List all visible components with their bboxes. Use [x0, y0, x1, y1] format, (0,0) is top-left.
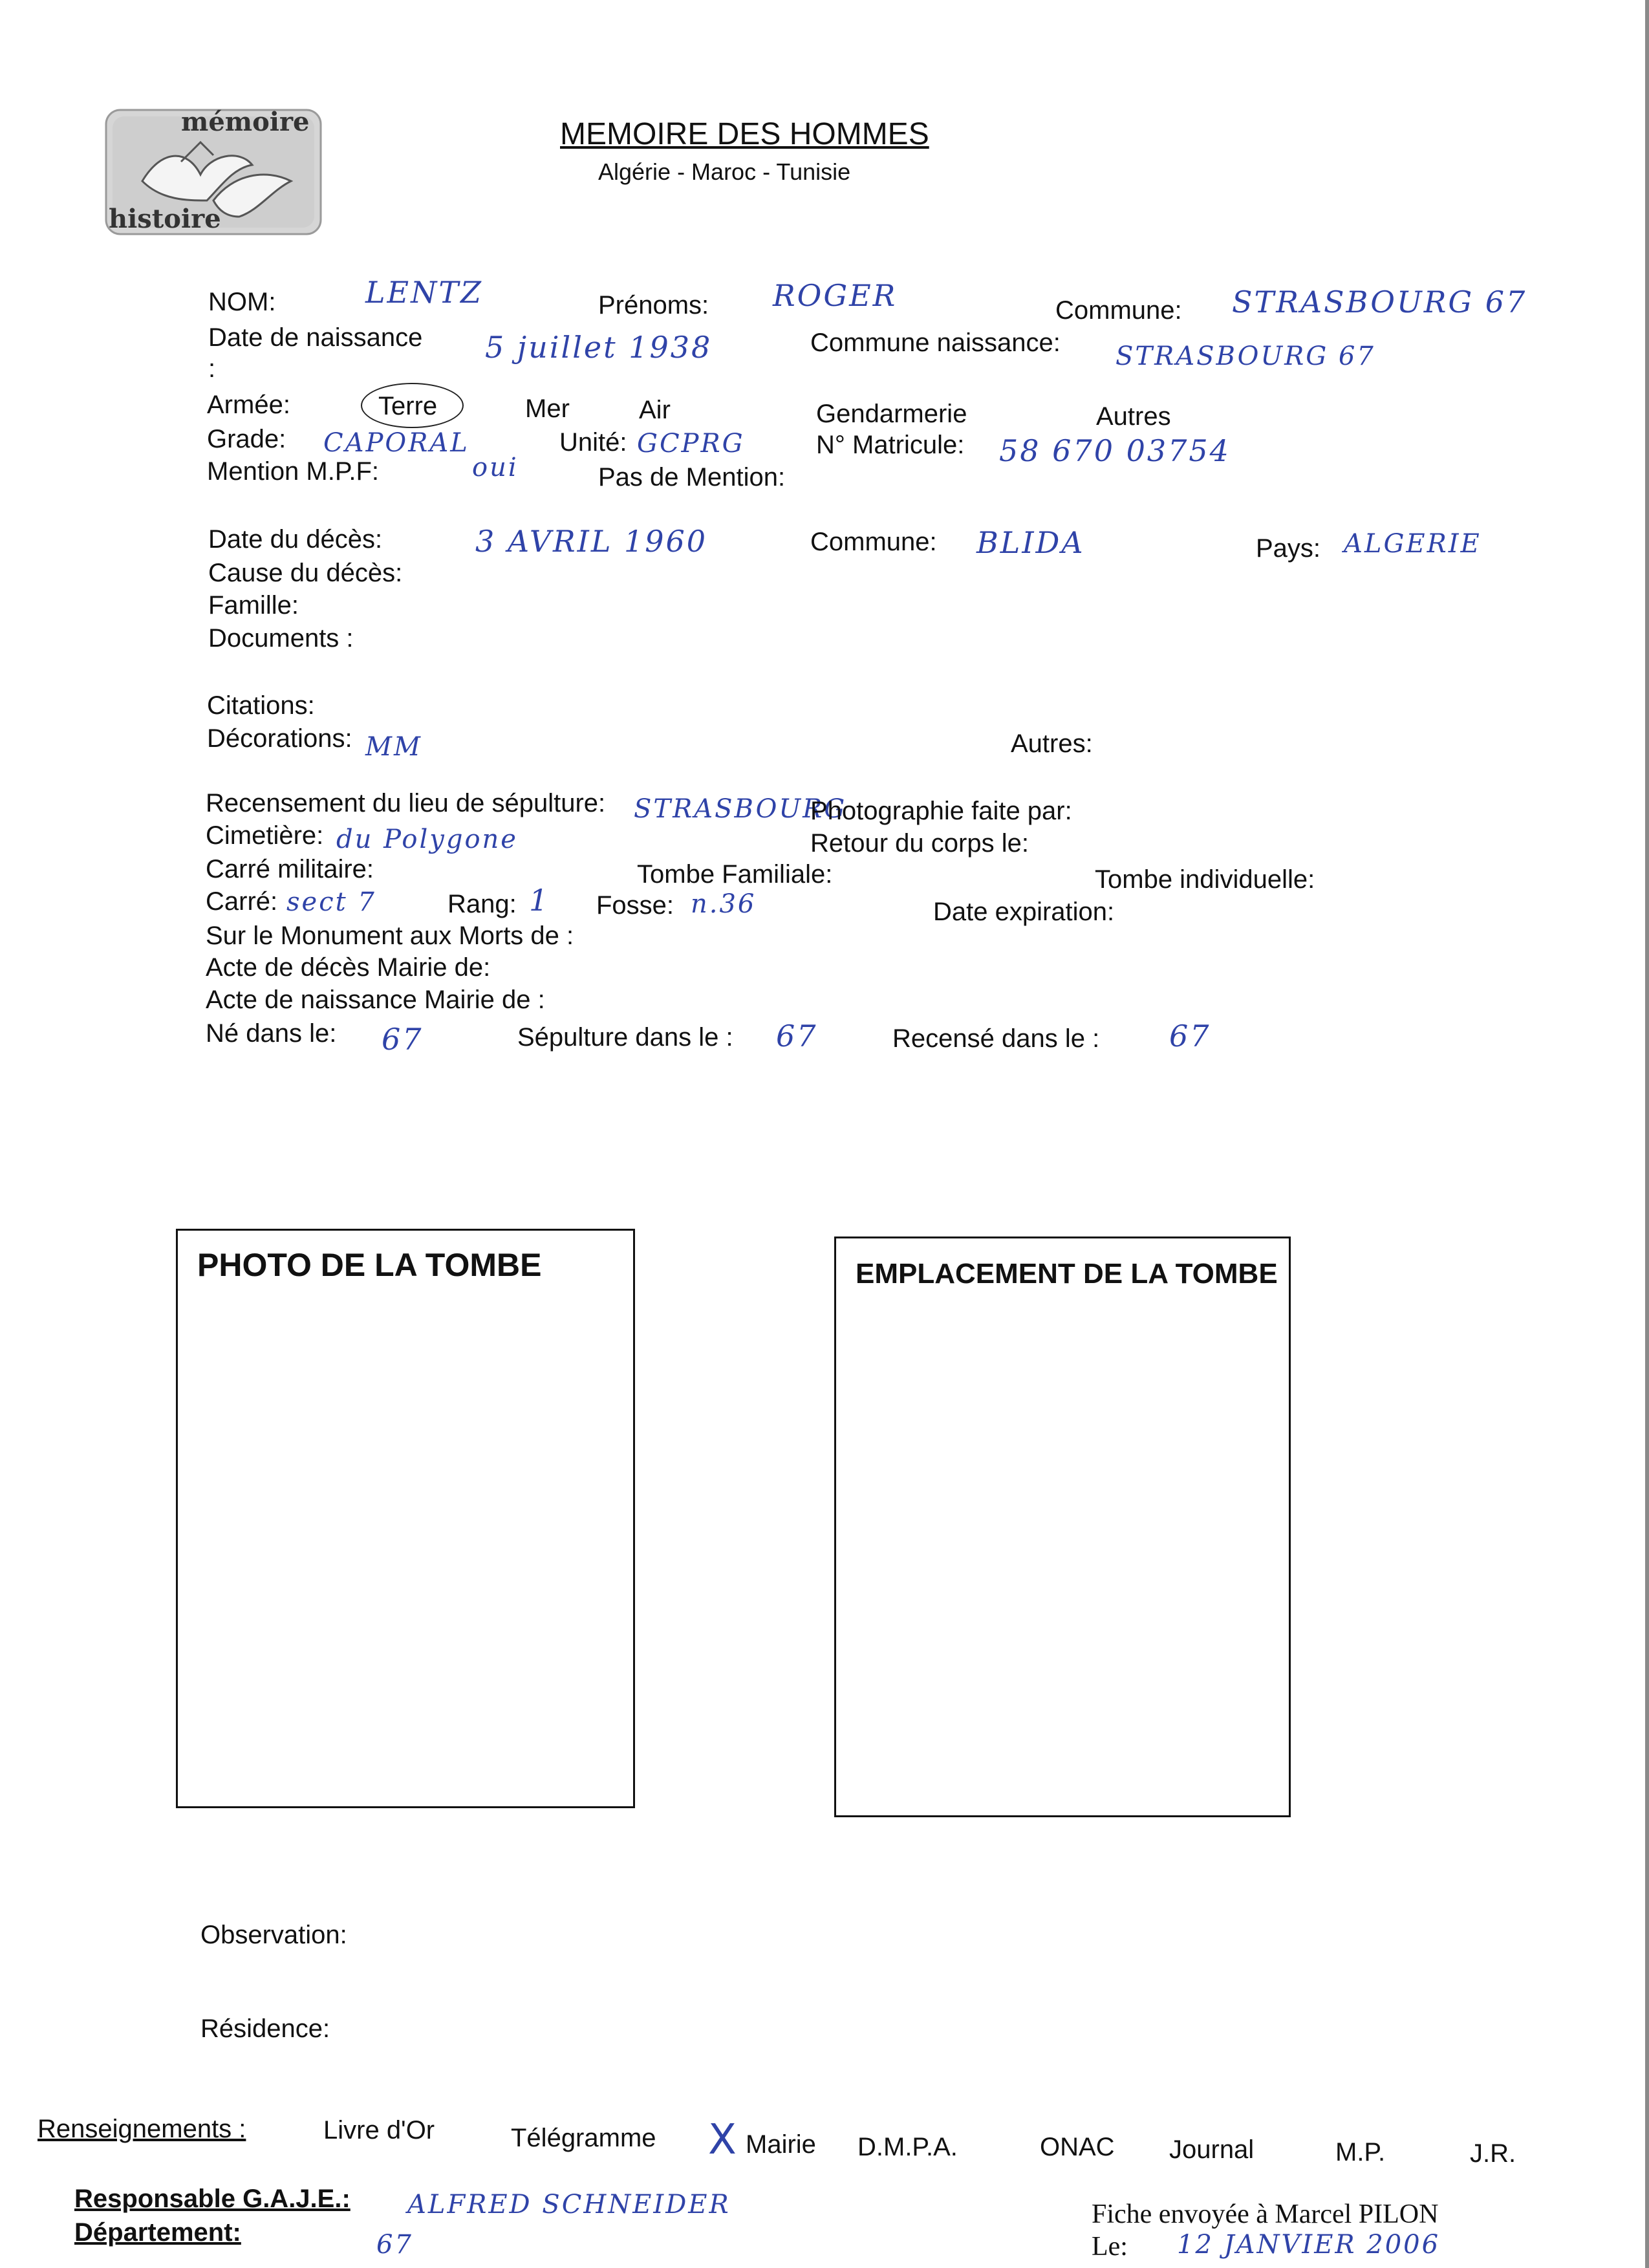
mention-label: Mention M.P.F:	[207, 457, 380, 486]
recense-dans-value: 67	[1169, 1019, 1211, 1053]
date-naissance-colon: :	[208, 354, 216, 383]
le-value: 12 JANVIER 2006	[1177, 2230, 1441, 2260]
departement-value: 67	[376, 2230, 413, 2260]
date-naissance-value: 5 juillet 1938	[485, 330, 713, 365]
page-edge-shadow	[1645, 0, 1649, 2268]
emplacement-tombe-box	[834, 1237, 1291, 1817]
source-telegramme: Télégramme	[511, 2124, 656, 2152]
tombe-individuelle-label: Tombe individuelle:	[1095, 865, 1315, 894]
photo-tombe-box	[176, 1229, 635, 1808]
pays-label: Pays:	[1256, 534, 1321, 563]
commune-label: Commune:	[1055, 296, 1182, 325]
date-expiration-label: Date expiration:	[933, 898, 1115, 926]
grade-value: CAPORAL	[323, 428, 469, 458]
commune-value: STRASBOURG 67	[1232, 285, 1527, 319]
sepulture-dans-value: 67	[776, 1019, 818, 1053]
nom-value: LENTZ	[365, 275, 484, 310]
residence-label: Résidence:	[200, 2014, 330, 2043]
pays-value: ALGERIE	[1344, 529, 1482, 559]
source-onac: ONAC	[1040, 2133, 1115, 2161]
monument-label: Sur le Monument aux Morts de :	[206, 922, 574, 950]
logo-top-text: mémoire	[181, 107, 310, 137]
armee-air: Air	[639, 396, 671, 424]
fiche-envoyee-label: Fiche envoyée à Marcel PILON	[1092, 2199, 1439, 2229]
observation-label: Observation:	[200, 1921, 347, 1949]
commune-naissance-value: STRASBOURG 67	[1116, 341, 1375, 371]
retour-corps-label: Retour du corps le:	[810, 829, 1029, 858]
cimetiere-label: Cimetière:	[206, 821, 324, 850]
armee-gendarmerie: Gendarmerie	[816, 400, 967, 428]
mairie-checkmark: X	[708, 2116, 737, 2164]
grade-label: Grade:	[207, 425, 286, 453]
unite-value: GCPRG	[637, 429, 745, 459]
matricule-value: 58 670 03754	[999, 433, 1231, 468]
rang-value: 1	[529, 883, 550, 918]
armee-label: Armée:	[207, 391, 290, 419]
matricule-label: N° Matricule:	[816, 431, 965, 459]
ne-dans-label: Né dans le:	[206, 1019, 337, 1048]
famille-label: Famille:	[208, 591, 299, 620]
recensement-label: Recensement du lieu de sépulture:	[206, 789, 606, 817]
source-livre-dor: Livre d'Or	[323, 2116, 435, 2144]
decorations-value: MM	[365, 732, 422, 762]
photo-tombe-title: PHOTO DE LA TOMBE	[197, 1247, 542, 1283]
source-mairie: Mairie	[746, 2130, 816, 2159]
acte-naissance-label: Acte de naissance Mairie de :	[206, 986, 545, 1014]
recensement-value: STRASBOURG	[634, 794, 847, 824]
emplacement-tombe-title: EMPLACEMENT DE LA TOMBE	[856, 1258, 1278, 1290]
citations-label: Citations:	[207, 691, 315, 720]
acte-deces-label: Acte de décès Mairie de:	[206, 953, 491, 982]
source-journal: Journal	[1169, 2135, 1255, 2164]
fosse-value: n.36	[691, 889, 757, 919]
responsable-value: ALFRED SCHNEIDER	[407, 2190, 731, 2219]
source-jr: J.R.	[1470, 2139, 1516, 2168]
nom-label: NOM:	[208, 288, 276, 316]
commune-deces-label: Commune:	[810, 528, 937, 556]
photographie-par-label: Photographie faite par:	[810, 797, 1072, 825]
fosse-label: Fosse:	[596, 891, 674, 920]
carre-label: Carré:	[206, 887, 278, 916]
sepulture-dans-label: Sépulture dans le :	[517, 1023, 733, 1052]
prenoms-label: Prénoms:	[598, 291, 709, 319]
page-subtitle: Algérie - Maroc - Tunisie	[598, 158, 851, 185]
date-deces-value: 3 AVRIL 1960	[475, 524, 708, 559]
tombe-familiale-label: Tombe Familiale:	[637, 860, 833, 889]
carre-value: sect 7	[286, 887, 376, 917]
responsable-label: Responsable G.A.J.E.:	[74, 2185, 350, 2213]
logo-bottom-text: histoire	[109, 204, 221, 234]
decorations-label: Décorations:	[207, 724, 352, 753]
date-naissance-label: Date de naissance	[208, 323, 423, 352]
departement-label: Département:	[74, 2218, 241, 2247]
source-mp: M.P.	[1335, 2138, 1386, 2166]
recense-dans-label: Recensé dans le :	[892, 1024, 1100, 1053]
cimetiere-value: du Polygone	[336, 825, 518, 854]
documents-label: Documents :	[208, 624, 354, 653]
cause-deces-label: Cause du décès:	[208, 559, 403, 587]
armee-terre: Terre	[378, 392, 438, 420]
le-label: Le:	[1092, 2232, 1128, 2262]
rang-label: Rang:	[447, 890, 517, 918]
commune-naissance-label: Commune naissance:	[810, 329, 1061, 357]
autres-label: Autres:	[1011, 729, 1093, 758]
memoire-histoire-logo	[103, 103, 323, 239]
prenoms-value: ROGER	[773, 278, 898, 313]
armee-autres: Autres	[1096, 402, 1171, 431]
pas-de-mention-label: Pas de Mention:	[598, 463, 786, 491]
date-deces-label: Date du décès:	[208, 525, 383, 554]
carre-militaire-label: Carré militaire:	[206, 855, 374, 883]
ne-dans-value: 67	[382, 1022, 424, 1057]
renseignements-label: Renseignements :	[38, 2115, 246, 2143]
unite-label: Unité:	[559, 428, 627, 457]
mention-value: oui	[472, 453, 519, 482]
page-title: MEMOIRE DES HOMMES	[560, 117, 929, 151]
source-dmpa: D.M.P.A.	[857, 2133, 958, 2161]
commune-deces-value: BLIDA	[976, 525, 1085, 560]
armee-mer: Mer	[525, 394, 570, 423]
